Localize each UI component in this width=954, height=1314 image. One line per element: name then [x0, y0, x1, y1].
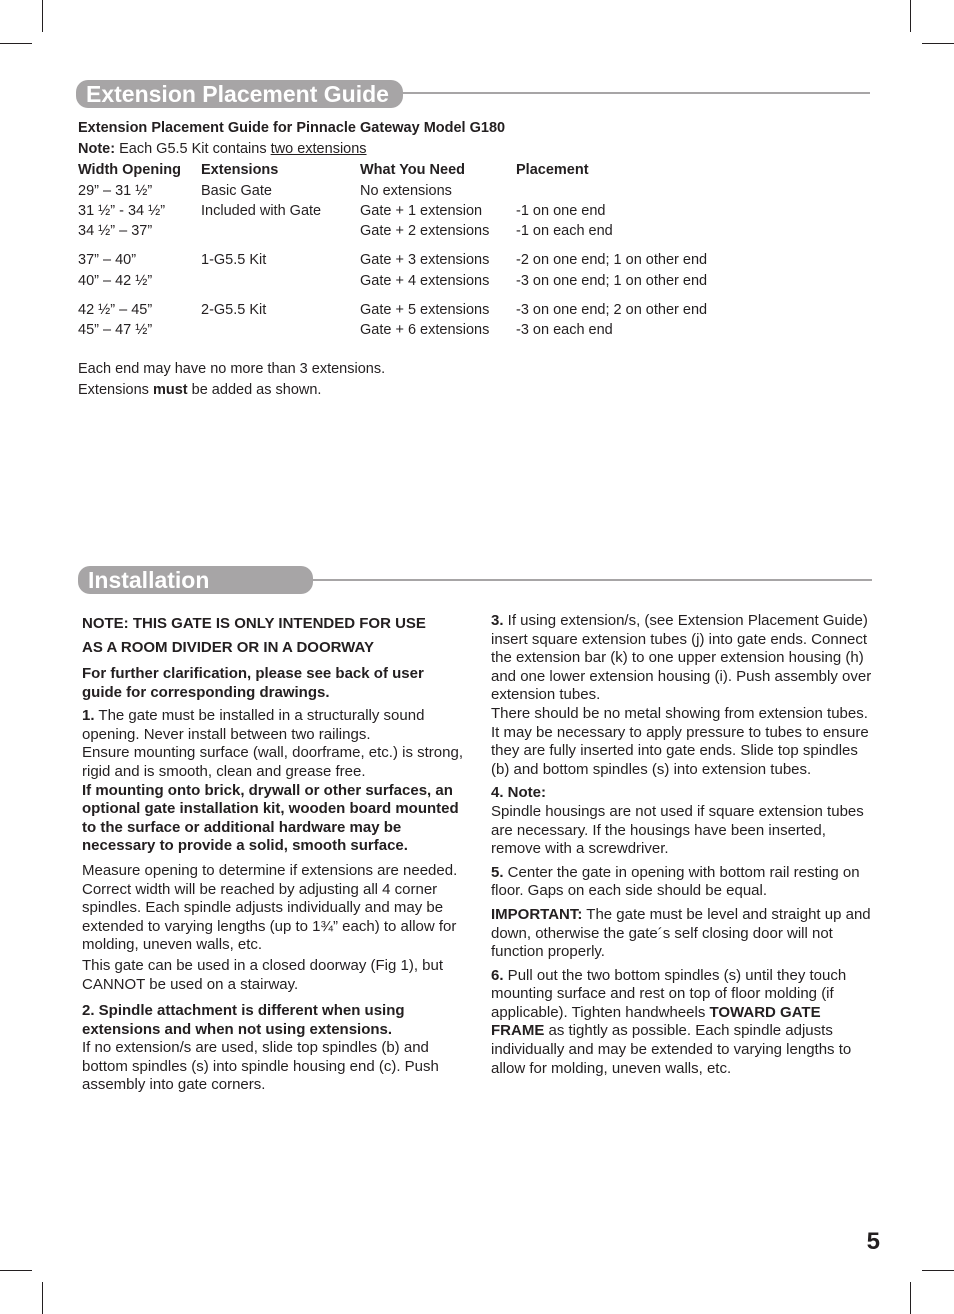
table-cell: Gate + 3 extensions	[360, 252, 490, 268]
table-cell: Basic Gate	[201, 183, 272, 199]
extension-limit-note: Each end may have no more than 3 extensions.	[78, 361, 386, 377]
table-cell: -2 on one end; 1 on other end	[516, 252, 708, 268]
doorway-text: This gate can be used in a closed doorway (Fig 1), but CANNOT be used on a stairway.	[82, 956, 444, 993]
column-header-width: Width Opening	[78, 162, 181, 178]
table-cell: -1 on each end	[516, 223, 613, 239]
crop-mark	[42, 0, 43, 32]
important-text: The gate must be level and straight up and down, otherwise the gate´s self closing door will not function properly.	[491, 905, 871, 961]
must-note-bold: must	[152, 382, 188, 398]
table-cell: -3 on one end; 1 on other end	[516, 273, 708, 289]
step-6	[491, 967, 877, 1079]
step-6-bold: TOWARD GATE FRAME	[491, 1003, 821, 1040]
table-cell: Gate + 1 extension	[360, 203, 483, 219]
extension-guide-rule	[403, 92, 870, 94]
table-cell: -3 on each end	[516, 322, 613, 338]
extension-guide-note	[78, 141, 367, 157]
important-label: IMPORTANT:	[491, 905, 583, 923]
crop-mark	[42, 1282, 43, 1314]
table-cell: 29” – 31 ½”	[78, 183, 153, 199]
important-note	[491, 906, 877, 962]
table-cell: Gate + 2 extensions	[360, 223, 490, 239]
table-cell: 31 ½” - 34 ½”	[78, 203, 166, 219]
table-cell: 1-G5.5 Kit	[201, 252, 267, 268]
installation-rule	[313, 579, 872, 581]
table-cell: Gate + 5 extensions	[360, 302, 490, 318]
table-cell: -1 on one end	[516, 203, 606, 219]
clarification-text: For further clarification, please see back of user guide for corresponding drawings.	[82, 665, 424, 701]
step-3-text: If using extension/s, (see Extension Placement Guide) insert square extension tubes (j) into gate ends. Connect the extension bar (k) to one upper extension housing (h) and one lower extension housing (i). Push assembly over extension tubes.	[491, 612, 872, 704]
step-1-surface: Ensure mounting surface (wall, doorframe, etc.) is strong, rigid and is smooth, clean and grease free.	[82, 744, 463, 780]
extension-guide-subtitle: Extension Placement Guide for Pinnacle Gateway Model G180	[78, 120, 506, 136]
step-4-heading: 4. Note:	[491, 784, 547, 802]
step-5-text: Center the gate in opening with bottom rail resting on floor. Gaps on each side should be equal.	[491, 863, 860, 900]
table-cell: No extensions	[360, 183, 452, 199]
step-3-number: 3.	[491, 612, 504, 629]
table-cell: 45” – 47 ½”	[78, 322, 153, 338]
crop-mark	[0, 1270, 32, 1271]
column-header-placement: Placement	[516, 162, 589, 178]
step-2-text: If no extension/s are used, slide top spindles (b) and bottom spindles (s) into spindle housing end (c). Push assembly into gate corners.	[82, 1039, 439, 1094]
must-note-pre: Extensions	[78, 382, 153, 398]
step-1	[82, 707, 466, 744]
gate-note-line2: AS A ROOM DIVIDER OR IN A DOORWAY	[82, 639, 374, 656]
extension-guide-header	[76, 80, 870, 110]
step-4-text: Spindle housings are not used if square extension tubes are necessary. If the housings have been inserted, remove with a screwdriver.	[491, 802, 864, 858]
installation-heading: Installation	[78, 566, 313, 594]
step-1-text: The gate must be installed in a structurally sound opening. Never install between two railings.	[82, 707, 425, 743]
step-5	[491, 864, 877, 901]
installation-left-column	[82, 612, 466, 1095]
table-cell: 2-G5.5 Kit	[201, 302, 267, 318]
installation-header	[78, 566, 872, 596]
note-label: Note:	[78, 141, 116, 157]
step-2-heading: 2. Spindle attachment is different when using extensions and when not using extensions.	[82, 1002, 405, 1038]
step-1-number: 1.	[82, 707, 95, 725]
step-5-number: 5.	[491, 863, 504, 881]
extension-guide-heading: Extension Placement Guide	[76, 80, 403, 108]
table-cell: 40” – 42 ½”	[78, 273, 153, 289]
extension-must-note	[78, 382, 321, 398]
table-cell: 42 ½” – 45”	[78, 302, 153, 318]
table-cell: -3 on one end; 2 on other end	[516, 302, 708, 318]
step-6-text: Pull out the two bottom spindles (s) until they touch mounting surface and rest on top of floor molding (if applicable). Tighten handwheels	[491, 966, 847, 1021]
must-note-post: be added as shown.	[187, 382, 322, 398]
crop-mark	[0, 43, 32, 44]
crop-mark	[910, 1282, 911, 1314]
table-cell: 37” – 40”	[78, 252, 137, 268]
step-6-text-end: as tightly as possible. Each spindle adjusts individually and may be extended to varying lengths to allow for molding, uneven walls, etc.	[491, 1022, 852, 1077]
step-3-tubes: There should be no metal showing from extension tubes. It may be necessary to apply pressure to tubes to ensure they are fully inserted into gate ends. Slide top spindles (b) and bottom spindles (s) into extension tubes.	[491, 704, 869, 778]
gate-note-line1: NOTE: THIS GATE IS ONLY INTENDED FOR USE	[82, 615, 426, 632]
table-cell: Gate + 6 extensions	[360, 322, 490, 338]
mounting-warning: If mounting onto brick, drywall or other surfaces, an optional gate installation kit, wooden board mounted to the surface or additional hardware may be necessary to provide a solid, smooth surface.	[82, 781, 459, 855]
column-header-need: What You Need	[360, 162, 465, 178]
note-underlined: two extensions	[270, 141, 367, 157]
table-cell: Included with Gate	[201, 203, 322, 219]
table-cell: 34 ½” – 37”	[78, 223, 153, 239]
step-6-number: 6.	[491, 966, 504, 984]
measure-text: Measure opening to determine if extensions are needed. Correct width will be reached by adjusting all 4 corner spindles. Each spindle adjusts individually and may be extended to varying lengths (up to 1¾” each) to allow for molding, uneven walls, etc.	[82, 861, 458, 954]
note-text: Each G5.5 Kit contains	[119, 141, 271, 157]
installation-right-column	[491, 612, 877, 1083]
step-3	[491, 612, 877, 705]
crop-mark	[922, 43, 954, 44]
table-cell: Gate + 4 extensions	[360, 273, 490, 289]
crop-mark	[910, 0, 911, 32]
page-number: 5	[866, 1228, 880, 1255]
column-header-extensions: Extensions	[201, 162, 279, 178]
crop-mark	[922, 1270, 954, 1271]
